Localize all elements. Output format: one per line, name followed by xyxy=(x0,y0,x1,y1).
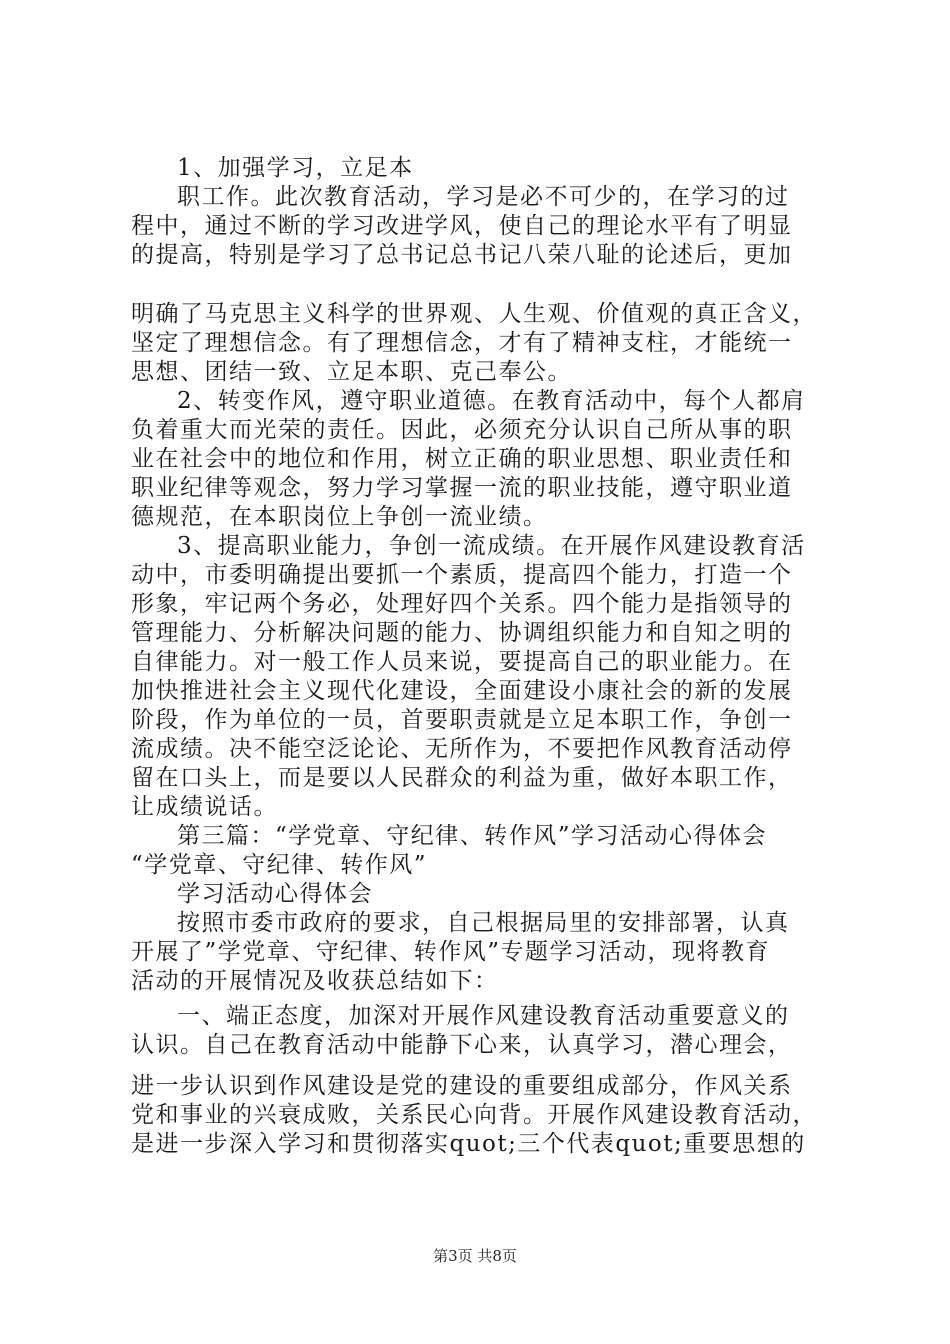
text-line: 坚定了理想信念。有了理想信念，才有了精神支柱，才能统一 xyxy=(131,330,793,356)
text-line: 留在口头上，而是要以人民群众的利益为重，做好本职工作， xyxy=(131,765,793,791)
text-line: 2、转变作风，遵守职业道德。在教育活动中，每个人都肩 xyxy=(177,388,806,414)
text-line: 3、提高职业能力，争创一流成绩。在开展作风建设教育活 xyxy=(177,533,806,559)
text-line: 德规范，在本职岗位上争创一流业绩。 xyxy=(131,504,548,530)
text-line: 流成绩。决不能空泛论论、无所作为，不要把作风教育活动停 xyxy=(131,736,793,762)
section-subheading: 学习活动心得体会 xyxy=(177,881,373,907)
text-line: 负着重大而光荣的责任。因此，必须充分认识自己所从事的职 xyxy=(131,417,793,443)
text-line: 程中，通过不断的学习改进学风，使自己的理论水平有了明显 xyxy=(131,213,793,239)
text-line: 让成绩说话。 xyxy=(131,794,278,820)
section-heading: 第三篇：“学党章、守纪律、转作风”学习活动心得体会 xyxy=(177,823,768,849)
text-line: 形象，牢记两个务必，处理好四个关系。四个能力是指领导的 xyxy=(131,591,793,617)
text-line: 加快推进社会主义现代化建设，全面建设小康社会的新的发展 xyxy=(131,678,793,704)
text-line: 阶段，作为单位的一员，首要职责就是立足本职工作，争创一 xyxy=(131,707,793,733)
text-line: 职业纪律等观念，努力学习掌握一流的职业技能，遵守职业道 xyxy=(131,475,793,501)
text-line: 动中，市委明确提出要抓一个素质，提高四个能力，打造一个 xyxy=(131,562,793,588)
text-line: 业在社会中的地位和作用，树立正确的职业思想、职业责任和 xyxy=(131,446,793,472)
text-line: 党和事业的兴衰成败，关系民心向背。开展作风建设教育活动， xyxy=(131,1102,817,1128)
text-line: 按照市委市政府的要求，自己根据局里的安排部署，认真 xyxy=(177,910,790,936)
text-line: 思想、团结一致、立足本职、克己奉公。 xyxy=(131,359,572,385)
page-indicator: 第3页 共8页 xyxy=(433,1247,517,1265)
text-line: 1、加强学习，立足本 xyxy=(177,155,414,181)
text-line: 活动的开展情况及收获总结如下： xyxy=(131,968,499,994)
text-line: 自律能力。对一般工作人员来说，要提高自己的职业能力。在 xyxy=(131,649,793,675)
text-line: 的提高，特别是学习了总书记总书记八荣八耻的论述后，更加 xyxy=(131,242,793,268)
text-line: 明确了马克思主义科学的世界观、人生观、价值观的真正含义， xyxy=(131,301,817,327)
text-line: 职工作。此次教育活动，学习是必不可少的，在学习的过 xyxy=(177,184,790,210)
text-line: 认识。自己在教育活动中能静下心来，认真学习，潜心理会， xyxy=(131,1032,793,1058)
text-line: 一、端正态度，加深对开展作风建设教育活动重要意义的 xyxy=(177,1003,790,1029)
text-line: 进一步认识到作风建设是党的建设的重要组成部分，作风关系 xyxy=(131,1073,793,1099)
text-line: 开展了”学党章、守纪律、转作风”专题学习活动，现将教育 xyxy=(131,939,771,965)
section-subheading: “学党章、守纪律、转作风” xyxy=(131,852,428,878)
text-line: 是进一步深入学习和贯彻落实quot;三个代表quot;重要思想的 xyxy=(131,1131,806,1157)
text-line: 管理能力、分析解决问题的能力、协调组织能力和自知之明的 xyxy=(131,620,793,646)
